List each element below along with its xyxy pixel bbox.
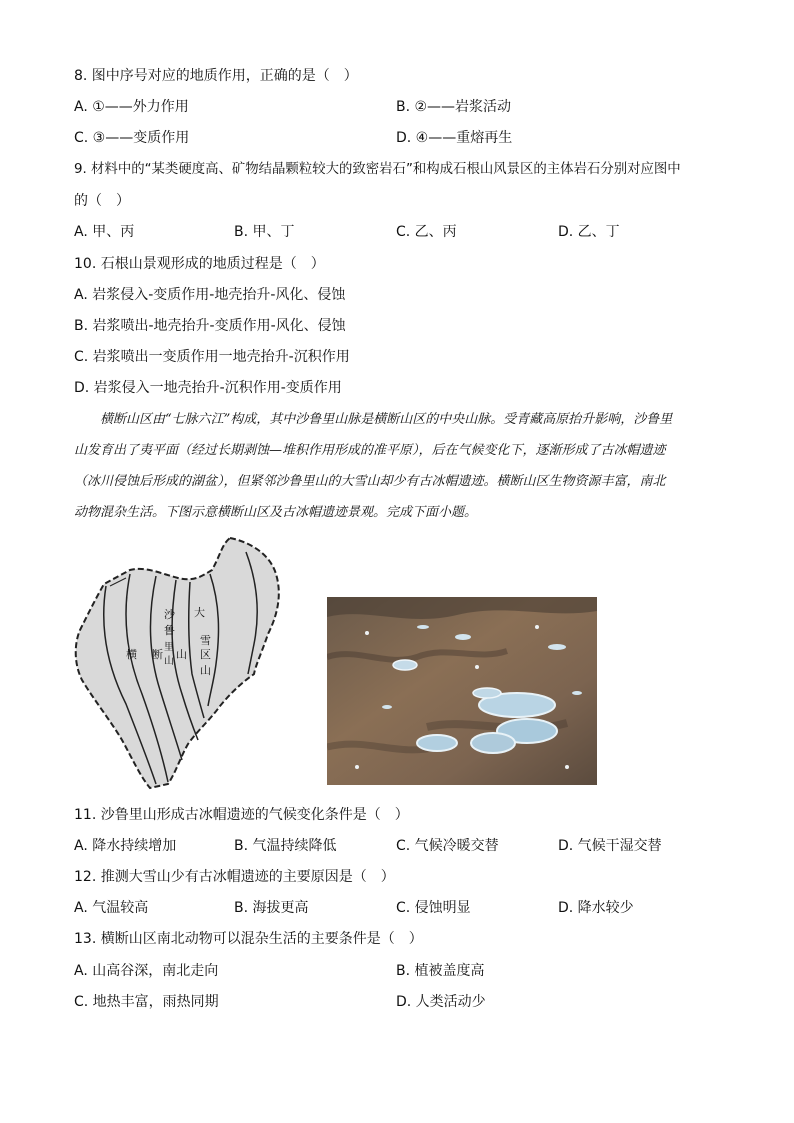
q9-option-b[interactable]: B. 甲、丁 [234, 224, 295, 240]
q12-option-b[interactable]: B. 海拔更高 [234, 900, 309, 916]
map-label-shan3: 山 [200, 664, 211, 677]
q10-option-d[interactable]: D. 岩浆侵入一地壳抬升-沉积作用-变质作用 [74, 380, 342, 396]
map-label-xue: 雪 [200, 634, 211, 647]
passage-line-3: （冰川侵蚀后形成的湖盆），但紧邻沙鲁里山的大雪山却少有古冰帽遗迹。横断山区生物资源丰富，南北 [74, 474, 666, 489]
hengduan-map [70, 534, 286, 792]
ice-cap-photo [327, 597, 597, 785]
map-label-shan: 山 [176, 648, 187, 661]
q12-stem: 12. 推测大雪山少有古冰帽遗迹的主要原因是（ ） [74, 869, 395, 885]
q8-option-c[interactable]: C. ③——变质作用 [74, 130, 190, 146]
map-region [76, 538, 279, 788]
q8-option-d[interactable]: D. ④——重熔再生 [396, 130, 513, 146]
map-label-da: 大 [194, 606, 205, 619]
q9-option-d[interactable]: D. 乙、丁 [558, 224, 620, 240]
q13-stem: 13. 横断山区南北动物可以混杂生活的主要条件是（ ） [74, 931, 423, 947]
q12-option-a[interactable]: A. 气温较高 [74, 900, 149, 916]
q8-option-a[interactable]: A. ①——外力作用 [74, 99, 189, 115]
q12-option-c[interactable]: C. 侵蚀明显 [396, 900, 471, 916]
map-label-sha: 沙 [164, 608, 175, 621]
q13-option-a[interactable]: A. 山高谷深，南北走向 [74, 963, 219, 979]
map-label-duan: 断 [152, 648, 163, 661]
q11-option-b[interactable]: B. 气温持续降低 [234, 838, 337, 854]
q9-stem-line1: 9. 材料中的“某类硬度高、矿物结晶颗粒较大的致密岩石”和构成石根山风景区的主体岩石分别对应图中 [74, 162, 681, 177]
map-label-shan2: 山 [164, 656, 174, 667]
q11-option-d[interactable]: D. 气候干湿交替 [558, 838, 662, 854]
q10-option-a[interactable]: A. 岩浆侵入-变质作用-地壳抬升-风化、侵蚀 [74, 287, 346, 303]
q10-option-b[interactable]: B. 岩浆喷出-地壳抬升-变质作用-风化、侵蚀 [74, 318, 346, 334]
q9-option-a[interactable]: A. 甲、丙 [74, 224, 135, 240]
q11-option-c[interactable]: C. 气候冷暖交替 [396, 838, 499, 854]
q13-option-b[interactable]: B. 植被盖度高 [396, 963, 485, 979]
q10-option-c[interactable]: C. 岩浆喷出一变质作用一地壳抬升-沉积作用 [74, 349, 350, 365]
passage-line-4: 动物混杂生活。下图示意横断山区及古冰帽遗迹景观。完成下面小题。 [74, 505, 478, 520]
q13-option-d[interactable]: D. 人类活动少 [396, 994, 486, 1010]
q11-option-a[interactable]: A. 降水持续增加 [74, 838, 177, 854]
map-label-heng: 横 [126, 648, 137, 661]
map-label-lu: 鲁 [164, 624, 175, 637]
passage [74, 404, 724, 528]
passage-line-2: 山发育出了夷平面（经过长期剥蚀—堆积作用形成的准平原），后在气候变化下，逐渐形成了古冰帽遗迹 [74, 443, 666, 458]
q9-stem-line2: 的（ ） [74, 193, 130, 209]
q8-option-b[interactable]: B. ②——岩浆活动 [396, 99, 512, 115]
q9-option-c[interactable]: C. 乙、丙 [396, 224, 457, 240]
q8-stem: 8. 图中序号对应的地质作用，正确的是（ ） [74, 68, 358, 84]
q11-stem: 11. 沙鲁里山形成古冰帽遗迹的气候变化条件是（ ） [74, 807, 409, 823]
map-label-li: 里 [164, 642, 174, 653]
q12-option-d[interactable]: D. 降水较少 [558, 900, 634, 916]
passage-line-1: 横断山区由“七脉六江”构成，其中沙鲁里山脉是横断山区的中央山脉。受青藏高原抬升影响，沙鲁里 [100, 412, 673, 427]
q10-stem: 10. 石根山景观形成的地质过程是（ ） [74, 256, 325, 272]
q13-option-c[interactable]: C. 地热丰富，雨热同期 [74, 994, 219, 1010]
map-label-qu: 区 [200, 648, 211, 661]
